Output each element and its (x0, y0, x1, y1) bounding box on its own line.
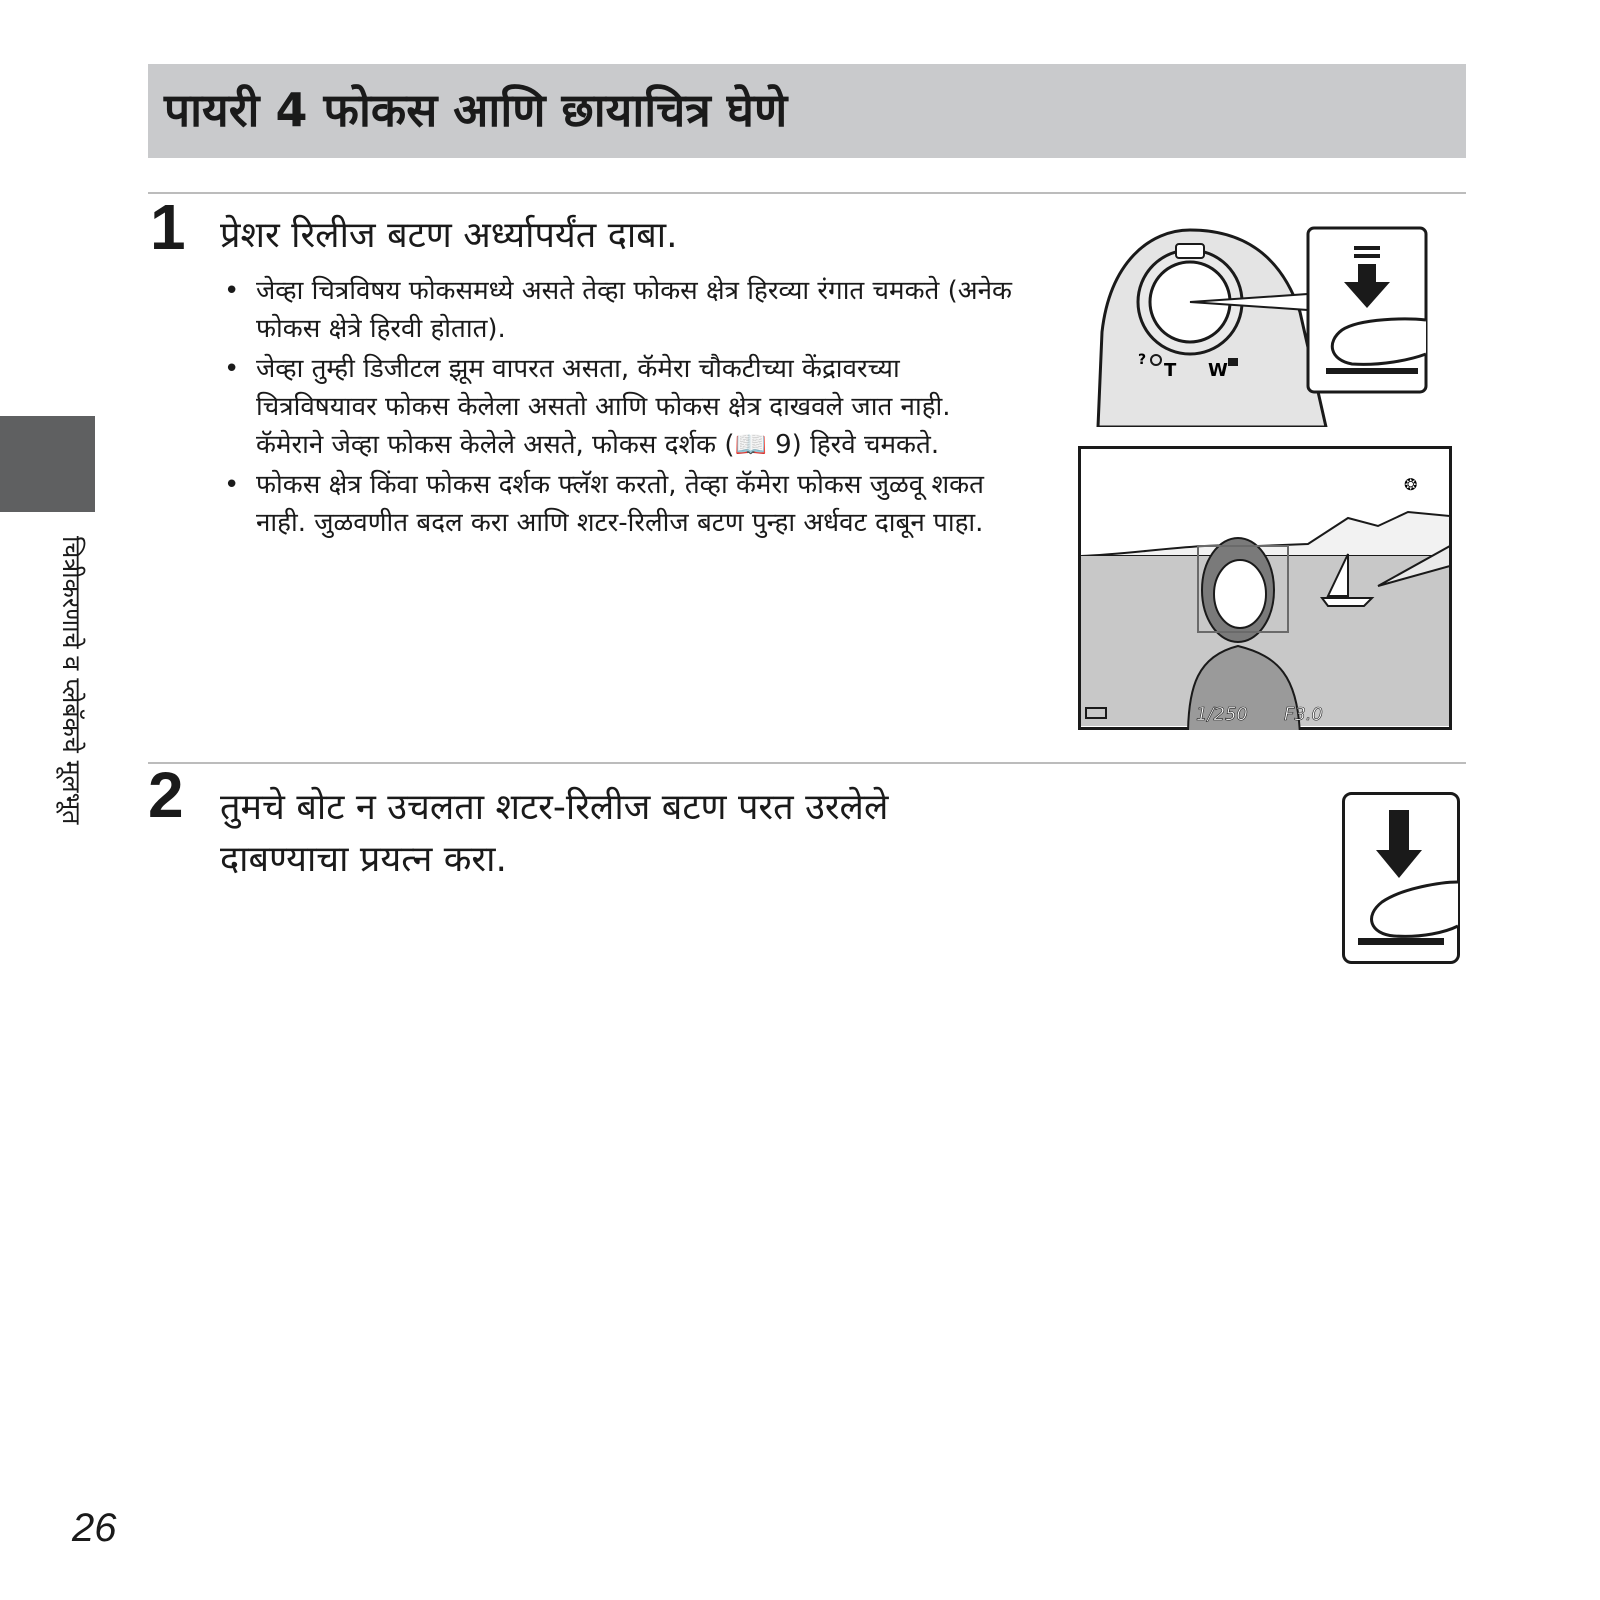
step-1-notes (222, 272, 1022, 544)
title-bar (148, 64, 1466, 158)
step-2-number: 2 (148, 759, 184, 831)
tele-label: T (1164, 360, 1177, 381)
help-icon: ? (1138, 352, 1147, 368)
step-1-instruction: प्रेशर रिलीज बटण अर्ध्यापर्यंत दाबा. (220, 215, 678, 256)
bullet-icon: • (224, 470, 240, 500)
note-text: जेव्हा चित्रविषय फोकसमध्ये असते तेव्हा फोकस क्षेत्र हिरव्या रंगात चमकते (अनेक फोकस क्षेत्रे हिरवी होतात). (256, 276, 1013, 344)
section-label: चित्रीकरणाचे व प्लेबॅकचे मूलभूत (57, 536, 86, 825)
aperture-value: F3.0 (1284, 704, 1323, 725)
note-item (222, 466, 1022, 542)
arrow-shaft (1358, 264, 1376, 282)
zoom-lever-tab (1176, 244, 1204, 258)
bullet-icon: • (224, 276, 240, 306)
step-2-instruction: तुमचे बोट न उचलता शटर-रिलीज बटण परत उरलेले दाबण्याचा प्रयत्न करा. (220, 787, 889, 880)
shutter-speed: 1/250 (1196, 704, 1248, 725)
bullet-icon: • (224, 354, 240, 384)
shutter-full-press-illustration (1342, 792, 1460, 964)
page-title: पायरी 4 फोकस आणि छायाचित्र घेणे (164, 83, 788, 137)
camera-monitor-illustration (1078, 446, 1452, 730)
half-press-bar (1354, 246, 1380, 250)
page-number: 26 (72, 1506, 117, 1550)
step-1-divider (148, 192, 1466, 194)
step-1-number: 1 (150, 191, 186, 263)
note-item (222, 272, 1022, 348)
note-text: फोकस क्षेत्र किंवा फोकस दर्शक फ्लॅश करतो, तेव्हा कॅमेरा फोकस जुळवू शकत नाही. जुळवणीत बदल करा आणि शटर-रिलीज बटण पुन्हा अर्धवट दाबून पाहा. (256, 470, 984, 538)
half-press-bar (1354, 254, 1380, 258)
note-item (222, 350, 1022, 464)
button-surface (1358, 938, 1444, 945)
thumbnail-icon (1228, 358, 1238, 366)
half-press-inset (1308, 228, 1426, 392)
boat-hull (1322, 598, 1372, 606)
section-tab (0, 416, 95, 512)
note-text: जेव्हा तुम्ही डिजीटल झूम वापरत असता, कॅमेरा चौकटीच्या केंद्रावरच्या चित्रविषयावर फोकस केलेला असतो आणि फोकस क्षेत्र दाखवले जात नाही. कॅमेराने जेव्हा फोकस केलेले असते, फोकस दर्शक (📖 9) हिरवे चमकते. (256, 354, 951, 460)
step-2-divider (148, 762, 1466, 764)
vibration-reduction-icon: ❂ (1404, 475, 1418, 494)
button-surface (1326, 368, 1418, 374)
camera-shutter-half-press-illustration (1090, 222, 1450, 427)
arrow-shaft (1389, 810, 1409, 852)
wide-label: W (1208, 360, 1228, 381)
person-face (1214, 560, 1266, 628)
